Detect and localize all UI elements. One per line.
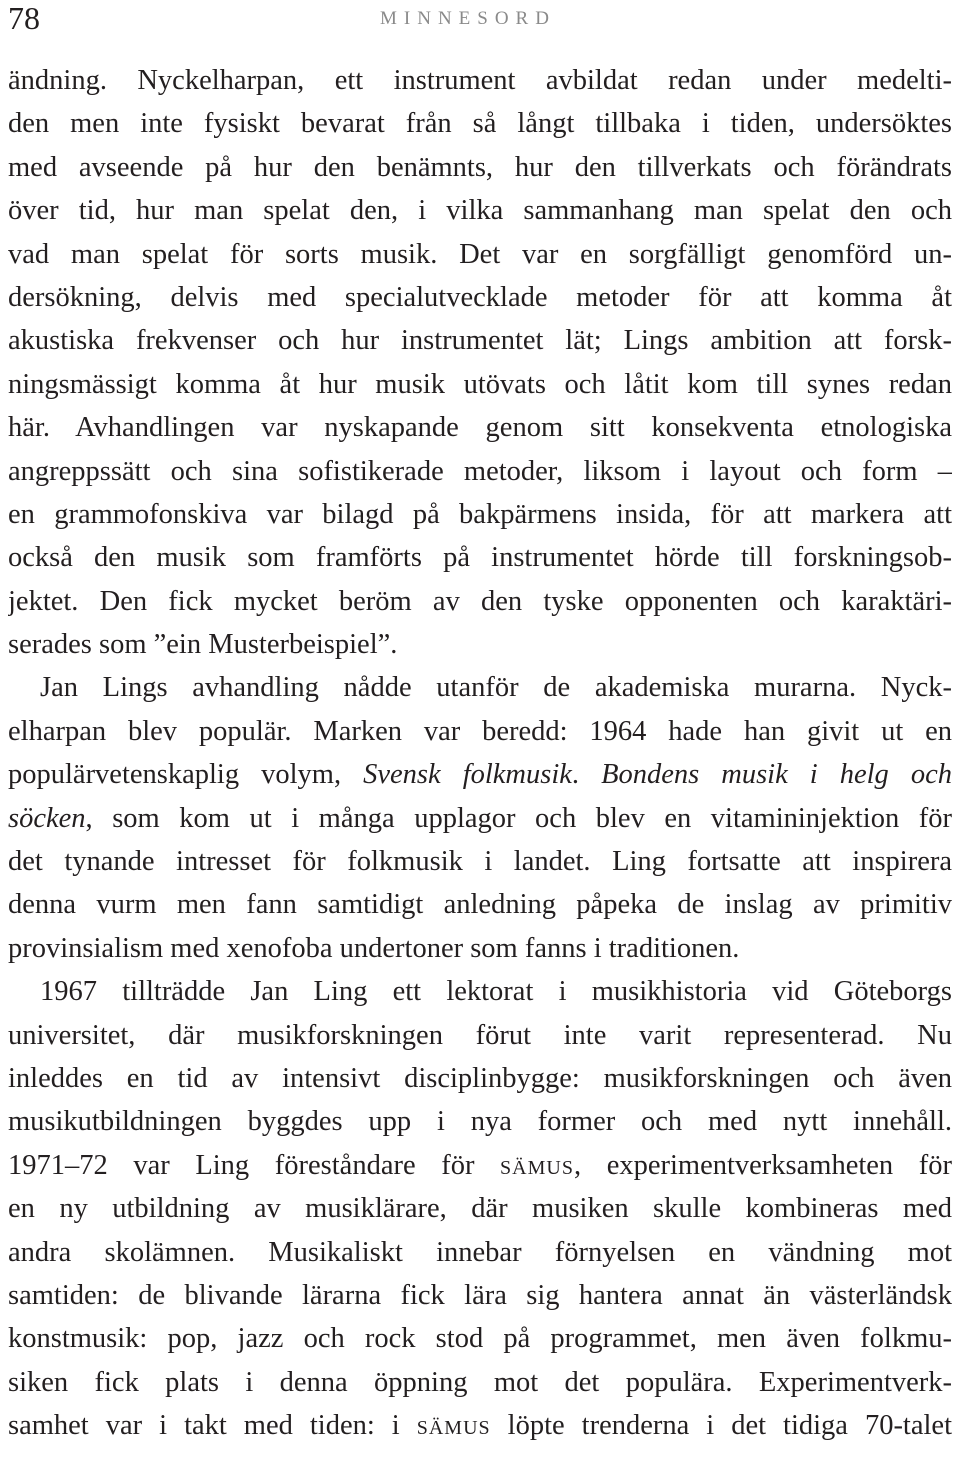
book-title: söcken [8,802,86,834]
text-line: universitet, där musikforskningen förut inte varit representerad. Nu [8,1019,952,1051]
text-line: det tynande intresset för folkmusik i landet. Ling fortsatte att inspirera [8,846,952,878]
book-title: Bondens musik i helg och [601,759,952,791]
text-segment: löpte trenderna i det tidiga 70-talet [490,1410,952,1442]
text-line: här. Avhandlingen var nyskapande genom sitt konsekventa etnologiska [8,412,952,444]
text-line: elharpan blev populär. Marken var beredd: 1964 hade han givit ut en [8,715,952,747]
text-segment: 1971–72 var Ling föreståndare för [8,1149,501,1181]
acronym: sämus [416,1410,491,1442]
book-title: Svensk folkmusik [363,759,572,791]
text-line: akustiska frekvenser och hur instrumentet lät; Lings ambition att forsk- [8,325,952,357]
text-segment: populärvetenskaplig volym, [8,759,364,791]
page-header [0,0,960,40]
text-line: 1967 tillträdde Jan Ling ett lektorat i musikhistoria vid Göteborgs [40,976,952,1008]
text-line: den men inte fysiskt bevarat från så långt tillbaka i tiden, undersöktes [8,108,952,140]
text-line: vad man spelat för sorts musik. Det var en sorgfälligt genomförd un- [8,238,952,270]
text-line: samtiden: de blivande lärarna fick lära sig hantera annat än västerländsk [8,1279,952,1311]
text-line: jektet. Den fick mycket beröm av den tyske opponenten och karaktäri- [8,585,952,617]
text-line: också den musik som framförts på instrumentet hörde till forskningsob- [8,542,952,574]
text-line: ändning. Nyckelharpan, ett instrument avbildat redan under medelti- [8,65,952,96]
text-line: inleddes en tid av intensivt disciplinbygge: musikforskningen och även [8,1062,952,1094]
text-segment: . [571,759,602,791]
text-line: serades som ”ein Musterbeispiel”. [8,629,398,661]
text-line-with-acronym [8,1404,952,1447]
text-line: Jan Lings avhandling nådde utanför de akademiska murarna. Nyck- [40,672,952,704]
text-line: angreppssätt och sina sofistikerade metoder, liksom i layout och form – [8,455,952,487]
text-line: en grammofonskiva var bilagd på bakpärmens insida, för att markera att [8,498,952,530]
text-line: med avseende på hur den benämnts, hur den tillverkats och förändrats [8,151,952,183]
text-line-with-acronym [8,1144,952,1187]
page-number: 78 [8,0,40,36]
body-text [8,59,952,1448]
text-line: provinsialism med xenofoba undertoner som fanns i traditionen. [8,932,740,964]
text-line: konstmusik: pop, jazz och rock stod på programmet, men även folkmu- [8,1323,952,1355]
text-line: denna vurm men fann samtidigt anledning påpeka de inslag av primitiv [8,889,952,921]
acronym: sämus [500,1149,574,1181]
text-line: siken fick plats i denna öppning mot det populära. Experimentverk- [8,1366,952,1398]
text-segment: samhet var i takt med tiden: i [8,1410,417,1442]
running-head: MINNESORD [380,8,556,29]
text-line: andra skolämnen. Musikaliskt innebar förnyelsen en vändning mot [8,1236,952,1268]
text-line-with-titles [8,797,952,840]
text-line: en ny utbildning av musiklärare, där musiken skulle kombineras med [8,1193,952,1225]
text-line: dersökning, delvis med specialutvecklade metoder för att komma åt [8,281,952,313]
text-segment: , som kom ut i många upplagor och blev en vitamininjektion för [85,802,952,834]
text-line-with-titles [8,753,952,796]
text-line: över tid, hur man spelat den, i vilka sammanhang man spelat den och [8,195,952,227]
text-line: ningsmässigt komma åt hur musik utövats och låtit kom till synes redan [8,368,952,400]
text-segment: , experimentverksamheten för [573,1149,952,1181]
text-line: musikutbildningen byggdes upp i nya former och med nytt innehåll. [8,1106,952,1138]
